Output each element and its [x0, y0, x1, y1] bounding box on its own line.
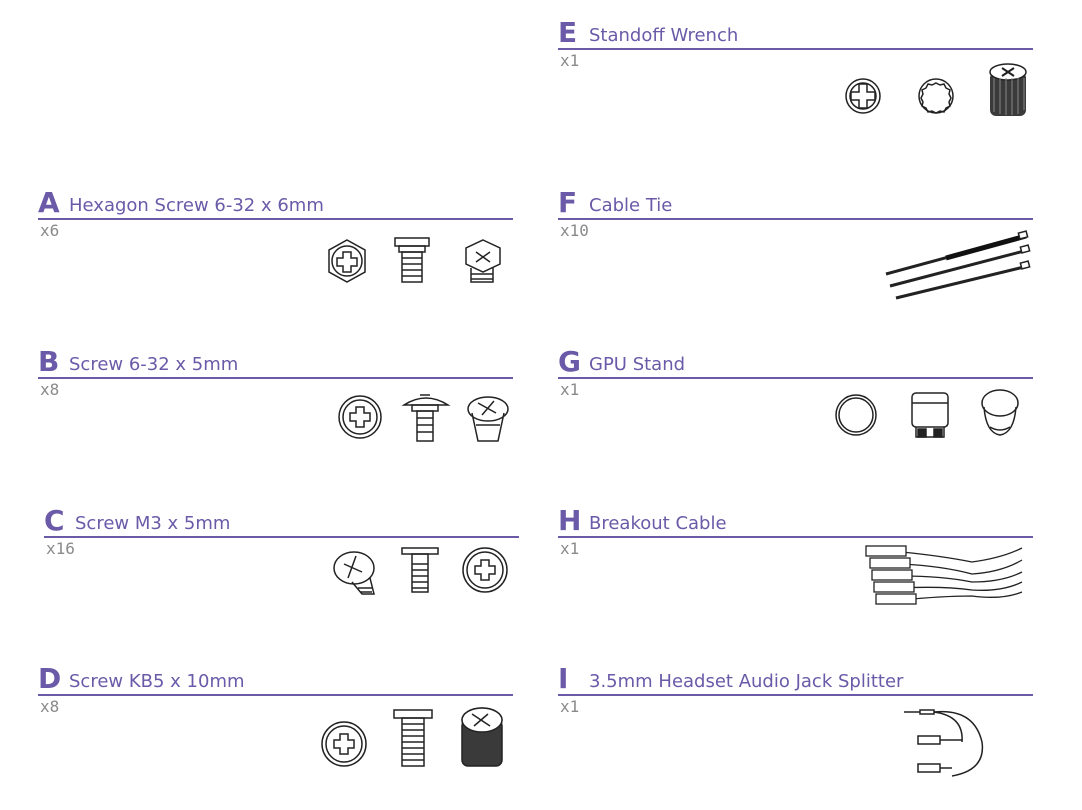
hexagon-screw-illustration	[318, 232, 518, 292]
screw-6-32-illustration	[328, 391, 518, 451]
part-i	[558, 660, 1033, 810]
cable-tie-illustration	[876, 228, 1036, 308]
screw-m3-illustration	[330, 544, 520, 604]
part-quantity: x1	[560, 539, 580, 558]
part-letter: C	[44, 504, 65, 537]
part-name: Standoff Wrench	[589, 25, 739, 46]
part-b	[38, 343, 513, 493]
part-quantity: x1	[560, 380, 580, 399]
part-letter: F	[558, 186, 578, 219]
part-g	[558, 343, 1033, 493]
part-quantity: x10	[560, 221, 589, 240]
part-name: Screw 6-32 x 5mm	[69, 354, 239, 375]
part-letter: G	[558, 345, 581, 378]
part-header	[38, 660, 513, 696]
part-letter: I	[558, 662, 569, 695]
part-header	[38, 343, 513, 379]
part-a	[38, 184, 513, 334]
part-quantity: x6	[40, 221, 60, 240]
part-header	[558, 14, 1033, 50]
part-f	[558, 184, 1033, 334]
breakout-cable-illustration	[858, 542, 1028, 612]
part-header	[558, 184, 1033, 220]
part-h	[558, 502, 1033, 652]
part-name: GPU Stand	[589, 354, 686, 375]
part-quantity: x8	[40, 380, 60, 399]
part-letter: E	[558, 16, 578, 49]
part-header	[44, 502, 519, 538]
part-quantity: x1	[560, 51, 580, 70]
standoff-wrench-illustration	[838, 58, 1038, 128]
part-c	[44, 502, 519, 652]
part-header	[558, 660, 1033, 696]
part-quantity: x1	[560, 697, 580, 716]
part-header	[558, 502, 1033, 538]
part-letter: A	[38, 186, 60, 219]
part-name: Cable Tie	[589, 195, 673, 216]
part-letter: B	[38, 345, 60, 378]
part-letter: D	[38, 662, 62, 695]
part-quantity: x16	[46, 539, 75, 558]
part-name: Screw KB5 x 10mm	[69, 671, 245, 692]
part-name: Hexagon Screw 6-32 x 6mm	[69, 195, 324, 216]
part-header	[38, 184, 513, 220]
part-header	[558, 343, 1033, 379]
part-name: Screw M3 x 5mm	[75, 513, 231, 534]
part-name: 3.5mm Headset Audio Jack Splitter	[589, 671, 904, 692]
screw-kb5-illustration	[318, 706, 518, 776]
part-quantity: x8	[40, 697, 60, 716]
part-letter: H	[558, 504, 582, 537]
gpu-stand-illustration	[830, 387, 1030, 447]
part-name: Breakout Cable	[589, 513, 727, 534]
part-e	[558, 14, 1033, 164]
audio-splitter-illustration	[898, 700, 1008, 780]
part-d	[38, 660, 513, 810]
